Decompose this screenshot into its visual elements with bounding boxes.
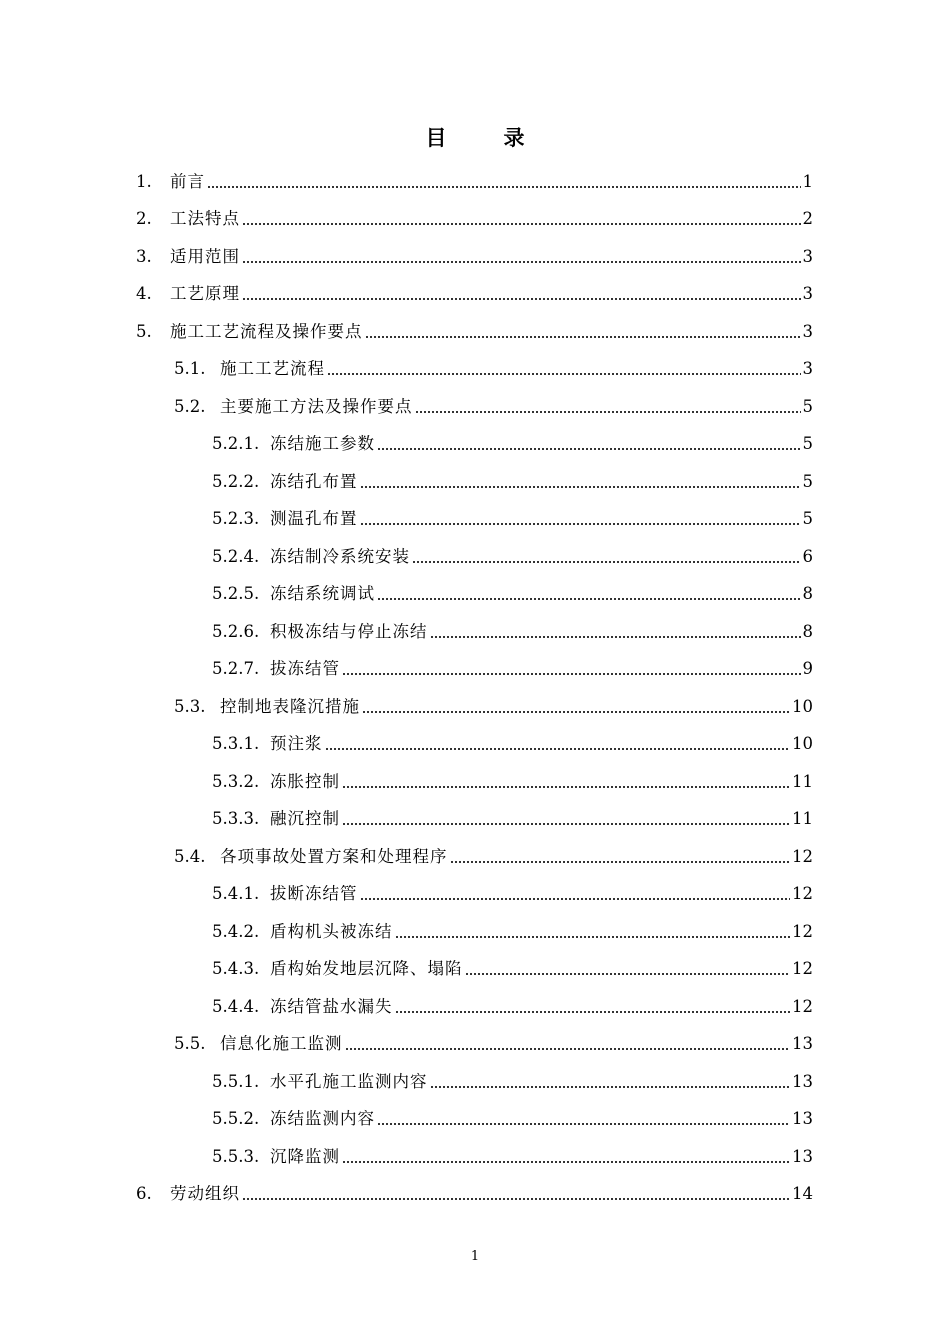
- toc-entry-number: 5.2.4.: [212, 546, 260, 566]
- dot-leader: [242, 1184, 790, 1204]
- toc-entry-text: 适用范围: [170, 246, 240, 266]
- toc-entry-number: 5.4.: [174, 846, 206, 866]
- toc-entry-number: 5.4.4.: [212, 996, 260, 1016]
- toc-entry[interactable]: [0, 1176, 950, 1214]
- toc-entry-text: 信息化施工监测: [220, 1034, 343, 1054]
- dot-leader: [242, 284, 801, 304]
- toc-entry-page: 13: [792, 1034, 813, 1054]
- dot-leader: [465, 959, 791, 979]
- toc-entry-page: 5: [802, 471, 813, 491]
- toc-entry-number: 5.4.2.: [212, 921, 260, 941]
- toc-entry-number: 5.3.3.: [212, 809, 260, 829]
- toc-entry-page: 3: [802, 284, 813, 304]
- toc-entry-page: 13: [792, 1071, 813, 1091]
- toc-entry-number: 5.: [136, 321, 152, 341]
- toc-entry-number: 5.2.5.: [212, 584, 260, 604]
- toc-entry-text: 冻结制冷系统安装: [270, 546, 410, 566]
- toc-entry-page: 12: [792, 921, 813, 941]
- toc-entry-number: 5.3.: [174, 696, 206, 716]
- dot-leader: [395, 997, 791, 1017]
- toc-entry-number: 5.2.7.: [212, 659, 260, 679]
- toc-entry-text: 冻结施工参数: [270, 434, 375, 454]
- dot-leader: [342, 659, 801, 679]
- dot-leader: [327, 359, 801, 379]
- dot-leader: [450, 847, 791, 867]
- toc-entry-text: 各项事故处置方案和处理程序: [220, 846, 448, 866]
- toc-entry-text: 主要施工方法及操作要点: [220, 396, 413, 416]
- toc-entry[interactable]: [0, 426, 950, 464]
- toc-entry-text: 施工工艺流程: [220, 359, 325, 379]
- toc-entry-number: 5.5.: [174, 1034, 206, 1054]
- toc-entry[interactable]: [0, 613, 950, 651]
- toc-entry[interactable]: [0, 988, 950, 1026]
- dot-leader: [342, 809, 790, 829]
- toc-entry-text: 拔冻结管: [270, 659, 340, 679]
- toc-title: 目 录: [425, 125, 543, 150]
- toc-entry[interactable]: [0, 913, 950, 951]
- toc-entry-text: 盾构始发地层沉降、塌陷: [270, 959, 463, 979]
- toc-entry-number: 4.: [136, 284, 152, 304]
- toc-entry-number: 5.3.1.: [212, 734, 260, 754]
- toc-entry-page: 11: [792, 771, 813, 791]
- toc-entry-number: 5.3.2.: [212, 771, 260, 791]
- toc-entry-number: 5.2.6.: [212, 621, 260, 641]
- dot-leader: [362, 697, 790, 717]
- toc-entry[interactable]: [0, 238, 950, 276]
- toc-entry-page: 13: [792, 1146, 813, 1166]
- toc-entry-text: 控制地表隆沉措施: [220, 696, 360, 716]
- dot-leader: [377, 584, 801, 604]
- toc-entry-text: 冻结孔布置: [270, 471, 358, 491]
- toc-entry[interactable]: [0, 801, 950, 839]
- toc-entry-text: 施工工艺流程及操作要点: [170, 321, 363, 341]
- toc-entry-page: 8: [802, 584, 813, 604]
- dot-leader: [242, 247, 801, 267]
- toc-entry[interactable]: [0, 463, 950, 501]
- toc-entry-text: 测温孔布置: [270, 509, 358, 529]
- toc-entry[interactable]: [0, 538, 950, 576]
- toc-entry-text: 冻结系统调试: [270, 584, 375, 604]
- dot-leader: [415, 397, 801, 417]
- toc-entry-page: 3: [802, 246, 813, 266]
- toc-entry-text: 水平孔施工监测内容: [270, 1071, 428, 1091]
- toc-entry[interactable]: [0, 951, 950, 989]
- toc-entry-number: 5.4.1.: [212, 884, 260, 904]
- toc-entry-page: 3: [802, 359, 813, 379]
- toc-entry-page: 8: [802, 621, 813, 641]
- dot-leader: [345, 1034, 791, 1054]
- toc-entry-number: 5.1.: [174, 359, 206, 379]
- toc-entry[interactable]: [0, 163, 950, 201]
- toc-entry[interactable]: [0, 276, 950, 314]
- toc-entry-page: 12: [792, 959, 813, 979]
- toc-list: [0, 163, 950, 1213]
- dot-leader: [342, 1147, 790, 1167]
- dot-leader: [360, 472, 801, 492]
- dot-leader: [395, 922, 791, 942]
- dot-leader: [377, 434, 801, 454]
- dot-leader: [360, 509, 801, 529]
- toc-entry[interactable]: [0, 876, 950, 914]
- toc-entry[interactable]: [0, 1063, 950, 1101]
- toc-entry-number: 5.2.1.: [212, 434, 260, 454]
- toc-entry-text: 工艺原理: [170, 284, 240, 304]
- toc-entry[interactable]: [0, 651, 950, 689]
- toc-entry[interactable]: [0, 576, 950, 614]
- toc-entry-page: 5: [802, 396, 813, 416]
- dot-leader: [412, 547, 801, 567]
- dot-leader: [207, 172, 801, 192]
- toc-entry-number: 5.2.2.: [212, 471, 260, 491]
- dot-leader: [325, 734, 791, 754]
- toc-entry-page: 6: [802, 546, 813, 566]
- dot-leader: [377, 1109, 790, 1129]
- toc-entry-page: 9: [802, 659, 813, 679]
- toc-entry-text: 冻结管盐水漏失: [270, 996, 393, 1016]
- toc-entry[interactable]: [0, 726, 950, 764]
- toc-entry-page: 10: [792, 696, 813, 716]
- toc-entry[interactable]: [0, 1101, 950, 1139]
- toc-entry[interactable]: [0, 501, 950, 539]
- page-number: 1: [470, 1249, 480, 1264]
- toc-entry-text: 预注浆: [270, 734, 323, 754]
- toc-entry-page: 11: [792, 809, 813, 829]
- toc-entry-page: 14: [792, 1184, 813, 1204]
- dot-leader: [430, 622, 801, 642]
- toc-entry-number: 5.2.: [174, 396, 206, 416]
- toc-entry-number: 5.5.1.: [212, 1071, 260, 1091]
- toc-entry-text: 融沉控制: [270, 809, 340, 829]
- toc-entry-text: 劳动组织: [170, 1184, 240, 1204]
- toc-entry-page: 13: [792, 1109, 813, 1129]
- toc-entry-number: 5.2.3.: [212, 509, 260, 529]
- toc-entry[interactable]: [0, 388, 950, 426]
- toc-entry-number: 5.5.3.: [212, 1146, 260, 1166]
- dot-leader: [242, 209, 801, 229]
- dot-leader: [430, 1072, 791, 1092]
- toc-entry-page: 2: [802, 209, 813, 229]
- toc-entry-number: 5.5.2.: [212, 1109, 260, 1129]
- toc-entry-number: 5.4.3.: [212, 959, 260, 979]
- toc-entry-text: 前言: [170, 171, 205, 191]
- toc-entry-text: 沉降监测: [270, 1146, 340, 1166]
- dot-leader: [360, 884, 791, 904]
- toc-entry-text: 冻胀控制: [270, 771, 340, 791]
- toc-entry-text: 积极冻结与停止冻结: [270, 621, 428, 641]
- toc-entry-page: 12: [792, 996, 813, 1016]
- toc-entry-page: 12: [792, 884, 813, 904]
- toc-entry-text: 冻结监测内容: [270, 1109, 375, 1129]
- dot-leader: [342, 772, 790, 792]
- toc-entry-page: 10: [792, 734, 813, 754]
- toc-entry-number: 6.: [136, 1184, 152, 1204]
- toc-entry[interactable]: [0, 313, 950, 351]
- toc-entry[interactable]: [0, 688, 950, 726]
- toc-entry-page: 1: [802, 171, 813, 191]
- toc-entry-number: 3.: [136, 246, 152, 266]
- toc-entry-number: 2.: [136, 209, 152, 229]
- toc-entry[interactable]: [0, 838, 950, 876]
- toc-entry-text: 拔断冻结管: [270, 884, 358, 904]
- toc-entry-page: 5: [802, 509, 813, 529]
- toc-entry-page: 3: [802, 321, 813, 341]
- toc-entry[interactable]: [0, 201, 950, 239]
- toc-entry[interactable]: [0, 763, 950, 801]
- toc-entry-number: 1.: [136, 171, 152, 191]
- toc-entry-page: 12: [792, 846, 813, 866]
- toc-entry-text: 盾构机头被冻结: [270, 921, 393, 941]
- toc-entry[interactable]: [0, 351, 950, 389]
- toc-entry[interactable]: [0, 1138, 950, 1176]
- toc-entry-page: 5: [802, 434, 813, 454]
- dot-leader: [365, 322, 801, 342]
- toc-entry[interactable]: [0, 1026, 950, 1064]
- toc-entry-text: 工法特点: [170, 209, 240, 229]
